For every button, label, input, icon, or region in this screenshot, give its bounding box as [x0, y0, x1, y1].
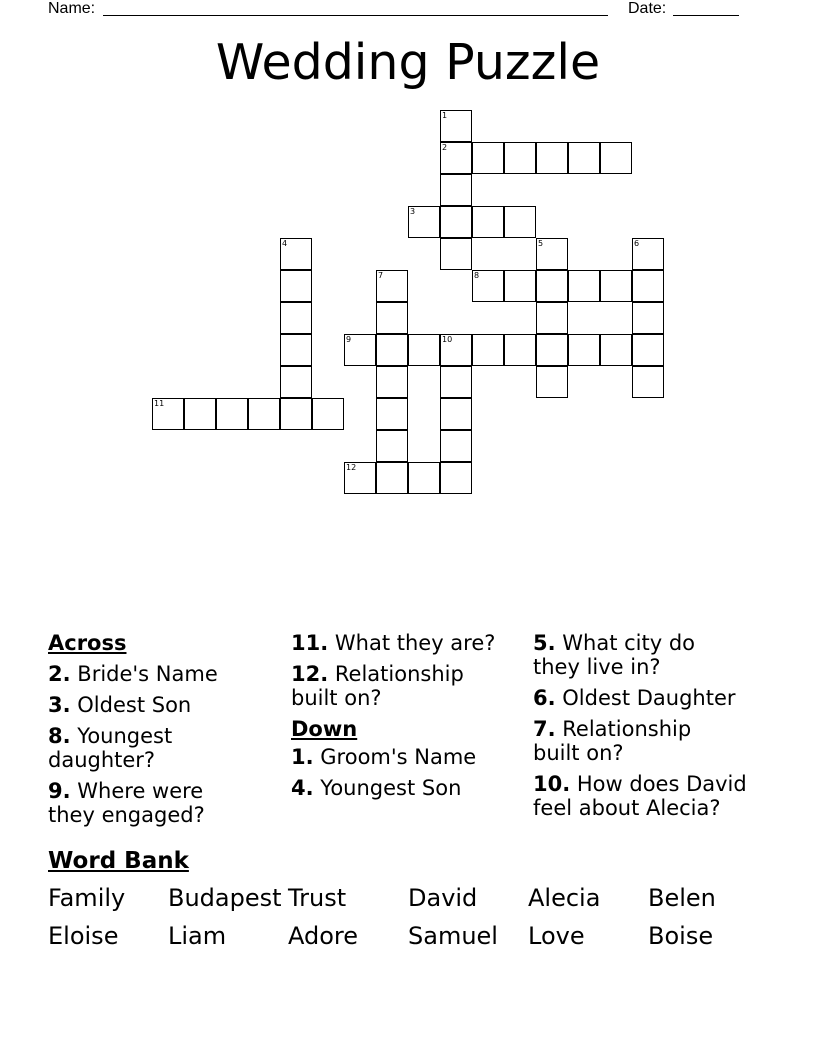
cell-number: 2: [442, 143, 448, 152]
clue-down-10: [533, 772, 763, 820]
crossword-cell[interactable]: [152, 398, 184, 430]
crossword-cell[interactable]: [376, 398, 408, 430]
crossword-cell[interactable]: [440, 206, 472, 238]
crossword-cell[interactable]: [408, 334, 440, 366]
crossword-cell[interactable]: [536, 366, 568, 398]
clue-text: Groom's Name: [320, 745, 477, 769]
clue-across-12: [291, 662, 481, 710]
crossword-cell[interactable]: [632, 334, 664, 366]
crossword-cell[interactable]: [504, 334, 536, 366]
crossword-cell[interactable]: [472, 206, 504, 238]
crossword-cell[interactable]: [216, 398, 248, 430]
crossword-cell[interactable]: [440, 430, 472, 462]
crossword-cell[interactable]: [536, 334, 568, 366]
clue-number: 7.: [533, 717, 556, 741]
crossword-cell[interactable]: [632, 238, 664, 270]
word-bank-item: David: [408, 884, 478, 912]
crossword-cell[interactable]: [344, 334, 376, 366]
clues-column-2: [291, 631, 521, 807]
clue-text: What city do they live in?: [533, 631, 696, 679]
cell-number: 6: [634, 239, 640, 248]
clue-across-9: [48, 779, 223, 827]
crossword-cell[interactable]: [376, 302, 408, 334]
crossword-cell[interactable]: [504, 142, 536, 174]
cell-number: 3: [410, 207, 416, 216]
crossword-cell[interactable]: [568, 270, 600, 302]
crossword-cell[interactable]: [440, 238, 472, 270]
crossword-cell[interactable]: [280, 270, 312, 302]
clue-down-7: [533, 717, 723, 765]
word-bank-item: Alecia: [528, 884, 601, 912]
word-bank-item: Family: [48, 884, 126, 912]
crossword-cell[interactable]: [504, 270, 536, 302]
clue-across-11: [291, 631, 521, 655]
crossword-cell[interactable]: [280, 238, 312, 270]
crossword-cell[interactable]: [408, 462, 440, 494]
date-label: Date:: [628, 0, 667, 17]
clue-text: Oldest Daughter: [562, 686, 736, 710]
clue-number: 11.: [291, 631, 329, 655]
crossword-cell[interactable]: [600, 334, 632, 366]
crossword-cell[interactable]: [440, 174, 472, 206]
crossword-cell[interactable]: [440, 110, 472, 142]
cell-number: 11: [154, 399, 165, 408]
across-heading: Across: [48, 631, 127, 655]
cell-number: 5: [538, 239, 544, 248]
cell-number: 4: [282, 239, 288, 248]
cell-number: 9: [346, 335, 352, 344]
clue-number: 6.: [533, 686, 556, 710]
crossword-cell[interactable]: [568, 142, 600, 174]
clue-number: 1.: [291, 745, 314, 769]
clue-text: Relationship built on?: [291, 662, 464, 710]
crossword-cell[interactable]: [344, 462, 376, 494]
clue-down-4: [291, 776, 521, 800]
clue-number: 12.: [291, 662, 329, 686]
crossword-cell[interactable]: [376, 366, 408, 398]
word-bank-title: Word Bank: [48, 848, 189, 874]
clue-text: Youngest Son: [320, 776, 462, 800]
clue-number: 2.: [48, 662, 71, 686]
crossword-cell[interactable]: [632, 270, 664, 302]
clue-number: 10.: [533, 772, 571, 796]
clue-text: Relationship built on?: [533, 717, 692, 765]
crossword-cell[interactable]: [536, 238, 568, 270]
crossword-cell[interactable]: [280, 302, 312, 334]
down-heading: Down: [291, 717, 358, 741]
clue-across-2: [48, 662, 278, 686]
clue-number: 8.: [48, 724, 71, 748]
word-bank-item: Boise: [648, 922, 714, 950]
clue-number: 3.: [48, 693, 71, 717]
crossword-cell[interactable]: [376, 334, 408, 366]
crossword-cell[interactable]: [376, 430, 408, 462]
crossword-cell[interactable]: [440, 462, 472, 494]
crossword-cell[interactable]: [184, 398, 216, 430]
crossword-cell[interactable]: [376, 462, 408, 494]
word-bank-item: Budapest: [168, 884, 282, 912]
crossword-cell[interactable]: [248, 398, 280, 430]
clue-across-8: [48, 724, 223, 772]
clue-text: Where were they engaged?: [48, 779, 205, 827]
cell-number: 10: [442, 335, 453, 344]
crossword-cell[interactable]: [408, 206, 440, 238]
word-bank-item: Belen: [648, 884, 716, 912]
crossword-cell[interactable]: [504, 206, 536, 238]
clue-number: 9.: [48, 779, 71, 803]
crossword-cell[interactable]: [440, 142, 472, 174]
crossword-cell[interactable]: [568, 334, 600, 366]
crossword-cell[interactable]: [536, 270, 568, 302]
clue-down-6: [533, 686, 763, 710]
crossword-cell[interactable]: [472, 270, 504, 302]
crossword-cell[interactable]: [440, 366, 472, 398]
crossword-cell[interactable]: [536, 142, 568, 174]
clues-column-3: [533, 631, 763, 827]
cell-number: 12: [346, 463, 357, 472]
crossword-cell[interactable]: [600, 270, 632, 302]
word-bank-item: Love: [528, 922, 585, 950]
crossword-cell[interactable]: [376, 270, 408, 302]
crossword-cell[interactable]: [440, 398, 472, 430]
clue-down-5: [533, 631, 723, 679]
clue-down-1: [291, 745, 521, 769]
crossword-cell[interactable]: [472, 334, 504, 366]
crossword-cell[interactable]: [632, 302, 664, 334]
crossword-cell[interactable]: [472, 142, 504, 174]
crossword-cell[interactable]: [632, 366, 664, 398]
crossword-cell[interactable]: [280, 334, 312, 366]
word-bank-item: Eloise: [48, 922, 119, 950]
clue-text: How does David feel about Alecia?: [533, 772, 747, 820]
crossword-cell[interactable]: [280, 366, 312, 398]
word-bank-item: Samuel: [408, 922, 498, 950]
crossword-cell[interactable]: [280, 398, 312, 430]
clue-number: 4.: [291, 776, 314, 800]
clue-text: Youngest daughter?: [48, 724, 173, 772]
clue-text: What they are?: [334, 631, 496, 655]
crossword-cell[interactable]: [440, 334, 472, 366]
cell-number: 7: [378, 271, 384, 280]
cell-number: 1: [442, 111, 448, 120]
clue-number: 5.: [533, 631, 556, 655]
crossword-cell[interactable]: [536, 302, 568, 334]
word-bank-item: Trust: [288, 884, 347, 912]
word-bank-item: Liam: [168, 922, 227, 950]
name-label: Name:: [48, 0, 96, 17]
puzzle-title: Wedding Puzzle: [215, 34, 601, 91]
cell-number: 8: [474, 271, 480, 280]
clue-text: Oldest Son: [77, 693, 192, 717]
word-bank-item: Adore: [288, 922, 359, 950]
crossword-cell[interactable]: [312, 398, 344, 430]
clue-across-3: [48, 693, 278, 717]
crossword-cell[interactable]: [600, 142, 632, 174]
clues-column-1: [48, 631, 278, 834]
clue-text: Bride's Name: [77, 662, 218, 686]
